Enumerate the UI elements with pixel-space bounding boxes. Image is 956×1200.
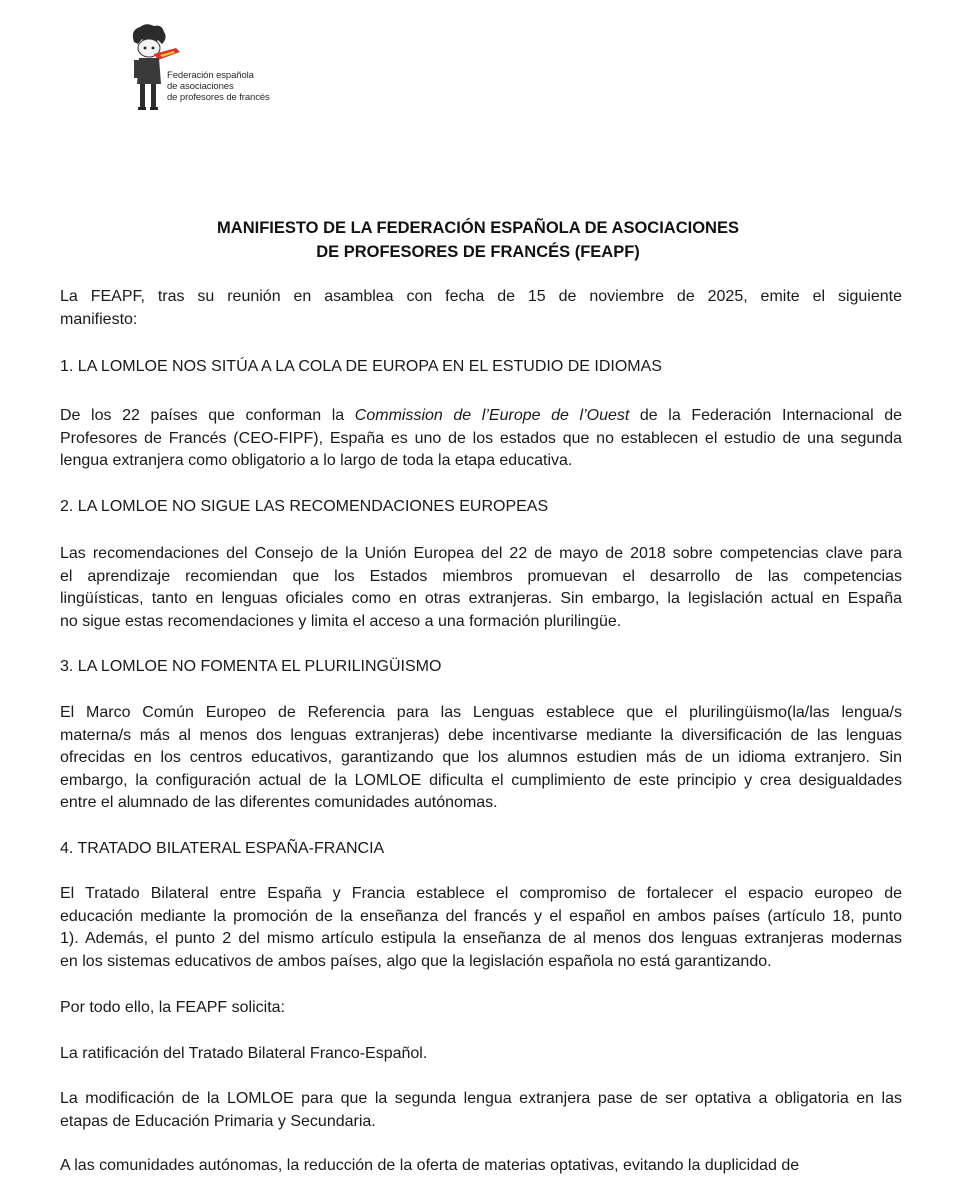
- section-1-line-2: Profesores de Francés (CEO-FIPF), España es uno de los estados que no establecen el estudio de una segunda: [60, 429, 902, 447]
- section-3-line-3: ofrecidas en los centros educativos, garantizando que los alumnos estudien más de un idioma extranjero. Sin: [60, 749, 902, 766]
- request-item-3-line-1: A las comunidades autónomas, la reducción de la oferta de materias optativas, evitando la duplicidad de: [60, 1157, 800, 1174]
- section-2-line-1: Las recomendaciones del Consejo de la Unión Europea del 22 de mayo de 2018 sobre competencias clave para: [60, 545, 902, 562]
- section-3-line-2: materna/s más al menos dos lenguas extranjeras) debe incentivarse mediante la diversificación de las lenguas: [60, 726, 902, 744]
- logo-line-3: de profesores de francés: [167, 92, 270, 103]
- intro-paragraph: [60, 286, 902, 331]
- section-1-paragraph: [60, 405, 902, 473]
- section-2-heading: 2. LA LOMLOE NO SIGUE LAS RECOMENDACIONES EUROPEAS: [60, 498, 549, 515]
- section-3-paragraph: [60, 702, 902, 815]
- logo-line-2: de asociaciones: [167, 81, 234, 92]
- request-item-1: [60, 1043, 902, 1066]
- section-2-line-2: el aprendizaje recomiendan que los Estados miembros promuevan el desarrollo de las competencias: [60, 567, 902, 585]
- section-4-heading: 4. TRATADO BILATERAL ESPAÑA-FRANCIA: [60, 840, 385, 857]
- title-line-2: DE PROFESORES DE FRANCÉS (FEAPF): [316, 243, 640, 261]
- section-4-line-3: 1). Además, el punto 2 del mismo artículo estipula la enseñanza de al menos dos lenguas extranjeras modernas: [60, 930, 902, 947]
- section-1-line-3: lengua extranjera como obligatorio a lo largo de toda la etapa educativa.: [60, 452, 573, 469]
- section-1-heading: 1. LA LOMLOE NOS SITÚA A LA COLA DE EUROPA EN EL ESTUDIO DE IDIOMAS: [60, 358, 662, 375]
- section-4-line-2: educación mediante la promoción de la enseñanza del francés y el español en ambos países (artículo 18, punto: [60, 907, 902, 925]
- section-4-line-1: El Tratado Bilateral entre España y Francia establece el compromiso de fortalecer el espacio europeo de: [60, 885, 902, 902]
- requests-intro-line: Por todo ello, la FEAPF solicita:: [60, 999, 285, 1016]
- section-1-line-1-end: de la Federación Internacional de: [629, 407, 903, 424]
- section-3-line-4: embargo, la configuración actual de la LOMLOE dificulta el cumplimiento de este principio y crea desigualdades: [60, 771, 902, 789]
- logo-line-1: Federación española: [167, 70, 254, 81]
- section-2-paragraph: [60, 543, 902, 633]
- section-2-line-4: no sigue estas recomendaciones y limita el acceso a una formación plurilingüe.: [60, 612, 622, 630]
- title-line-1: MANIFIESTO DE LA FEDERACIÓN ESPAÑOLA DE ASOCIACIONES: [217, 219, 739, 237]
- intro-line-1: La FEAPF, tras su reunión en asamblea con fecha de 15 de noviembre de 2025, emite el siguiente: [60, 288, 902, 305]
- section-3-line-1: El Marco Común Europeo de Referencia para las Lenguas establece que el plurilingüismo(la/las lengua/s: [60, 704, 902, 721]
- section-3-heading: 3. LA LOMLOE NO FOMENTA EL PLURILINGÜISMO: [60, 658, 442, 675]
- request-item-2-line-2: etapas de Educación Primaria y Secundaria.: [60, 1112, 376, 1130]
- logo-caption: [167, 70, 270, 103]
- feapf-logo: [124, 22, 294, 114]
- request-item-3: [60, 1155, 902, 1178]
- section-4-paragraph: [60, 883, 902, 973]
- request-item-1-line: La ratificación del Tratado Bilateral Franco-Español.: [60, 1045, 428, 1062]
- intro-line-2: manifiesto:: [60, 310, 138, 328]
- commission-name: Commission de l’Europe de l’Ouest: [354, 407, 630, 424]
- section-3-line-5: entre el alumnado de las diferentes comunidades autónomas.: [60, 794, 498, 811]
- section-2-line-3: lingüísticas, tanto en lenguas oficiales como en otras extranjeras. Sin embargo, la legislación actual en España: [60, 590, 902, 607]
- request-item-2-line-1: La modificación de la LOMLOE para que la segunda lengua extranjera pase de ser optativa a obligatoria en las: [60, 1090, 902, 1107]
- document-title: [0, 216, 956, 264]
- requests-intro: [60, 997, 902, 1020]
- section-1-line-1-start: De los 22 países que conforman la: [60, 407, 355, 424]
- request-item-2: [60, 1088, 902, 1133]
- section-4-line-4: en los sistemas educativos de ambos países, algo que la legislación española no está garantizando.: [60, 952, 772, 970]
- section-1-line-1: [60, 405, 902, 428]
